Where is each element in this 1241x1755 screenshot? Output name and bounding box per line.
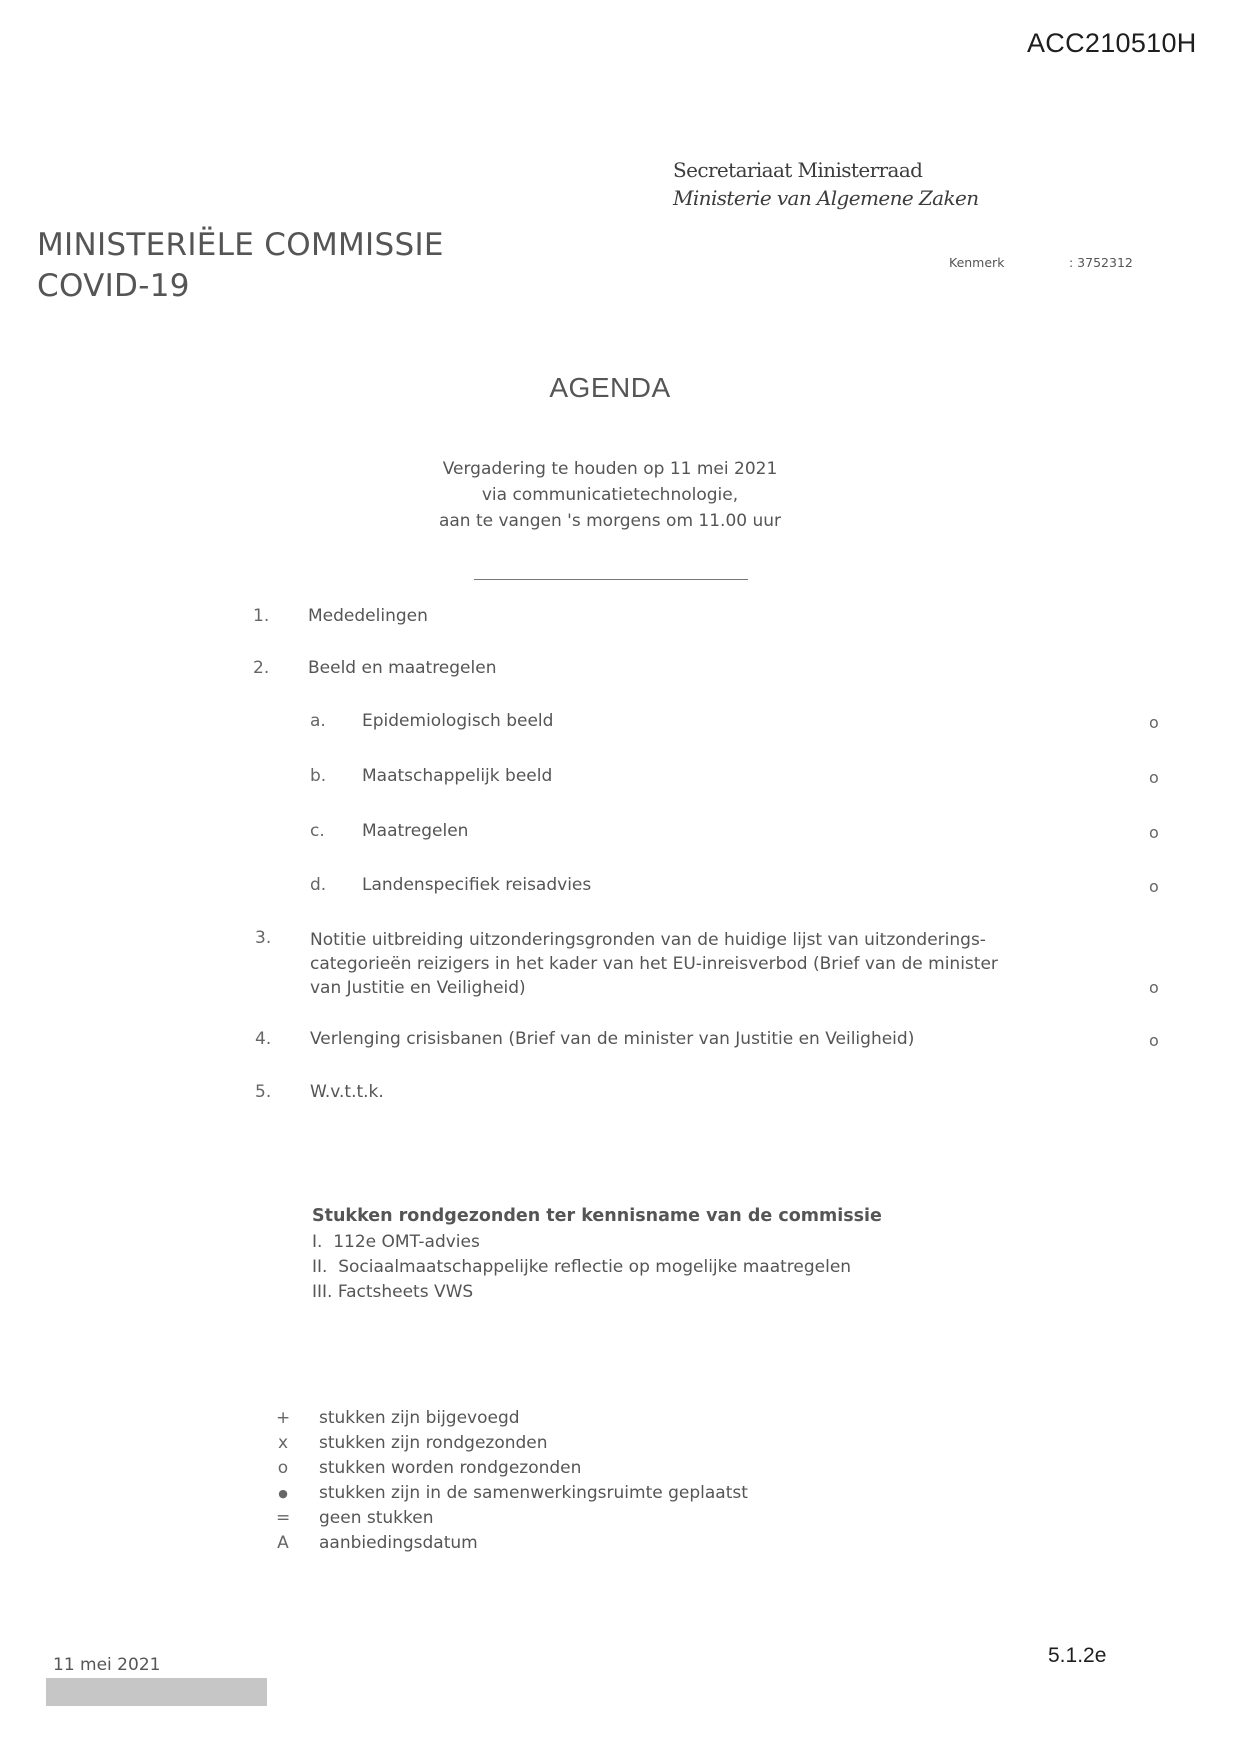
legend-text: stukken zijn in de samenwerkingsruimte geplaatst — [319, 1483, 748, 1503]
legend-text: stukken worden rondgezonden — [319, 1458, 582, 1478]
meeting-medium: via communicatietechnologie, — [481, 485, 739, 505]
document-status-marker: o — [1149, 1031, 1159, 1050]
agenda-item-text: Verlenging crisisbanen (Brief van de minister van Justitie en Veiligheid) — [310, 1029, 915, 1049]
sender-ministry: Ministerie van Algemene Zaken — [673, 186, 979, 210]
document-status-marker: o — [1149, 877, 1159, 896]
agenda-subitem-letter: b. — [310, 766, 327, 786]
agenda-item-number: 5. — [255, 1082, 272, 1102]
circulated-heading: Stukken rondgezonden ter kennisname van de commissie — [312, 1206, 882, 1226]
agenda-item-text-line: van Justitie en Veiligheid) — [310, 978, 526, 998]
cross-icon: x — [277, 1433, 289, 1453]
committee-title-line1: MINISTERIËLE COMMISSIE — [37, 227, 444, 263]
committee-title — [37, 225, 444, 307]
reference-label: Kenmerk — [949, 255, 1005, 270]
exemption-code: 5.1.2e — [1048, 1644, 1107, 1667]
bullet-icon: ● — [278, 1487, 288, 1500]
legend-text: stukken zijn bijgevoegd — [319, 1408, 520, 1428]
legend-text: stukken zijn rondgezonden — [319, 1433, 548, 1453]
agenda-subitem-letter: a. — [310, 711, 326, 731]
agenda-item-text-line: Notitie uitbreiding uitzonderingsgronden van de huidige lijst van uitzonderings- — [310, 930, 986, 950]
equals-icon: = — [276, 1508, 291, 1528]
agenda-item-number: 3. — [255, 928, 272, 948]
meeting-details — [0, 456, 1220, 534]
sender-block — [673, 156, 979, 212]
divider — [474, 579, 748, 580]
agenda-item-text: Beeld en maatregelen — [308, 658, 497, 678]
agenda-item-text-line: categorieën reizigers in het kader van het EU-inreisverbod (Brief van de minister — [310, 954, 998, 974]
agenda-subitem-text: Maatschappelijk beeld — [362, 766, 553, 786]
plus-icon: + — [276, 1408, 291, 1428]
committee-title-line2: COVID-19 — [37, 268, 190, 304]
agenda-item-number: 1. — [253, 606, 270, 626]
sender-secretariat: Secretariaat Ministerraad — [673, 158, 923, 182]
circulated-item: II. Sociaalmaatschappelijke reflectie op mogelijke maatregelen — [312, 1257, 852, 1277]
document-status-marker: o — [1149, 713, 1159, 732]
legend-text: geen stukken — [319, 1508, 434, 1528]
agenda-item-number: 2. — [253, 658, 270, 678]
document-code: ACC210510H — [1027, 28, 1197, 58]
agenda-item-text: W.v.t.t.k. — [310, 1082, 384, 1102]
circle-icon: o — [277, 1458, 289, 1478]
agenda-item-number: 4. — [255, 1029, 272, 1049]
document-status-marker: o — [1149, 823, 1159, 842]
page-title: AGENDA — [549, 372, 671, 403]
redaction-block — [46, 1678, 267, 1706]
reference-value: : 3752312 — [1069, 255, 1133, 270]
legend-text: aanbiedingsdatum — [319, 1533, 478, 1553]
agenda-subitem-text: Landenspecifiek reisadvies — [362, 875, 592, 895]
agenda-subitem-letter: d. — [310, 875, 327, 895]
agenda-subitem-text: Epidemiologisch beeld — [362, 711, 554, 731]
agenda-item-text — [310, 928, 998, 1000]
circulated-item: III. Factsheets VWS — [312, 1282, 474, 1302]
agenda-item-text: Mededelingen — [308, 606, 428, 626]
letter-a-icon: A — [277, 1533, 289, 1553]
circulated-item: I. 112e OMT-advies — [312, 1232, 480, 1252]
meeting-date: Vergadering te houden op 11 mei 2021 — [442, 459, 778, 479]
meeting-time: aan te vangen 's morgens om 11.00 uur — [438, 511, 782, 531]
document-status-marker: o — [1149, 978, 1159, 997]
document-status-marker: o — [1149, 768, 1159, 787]
agenda-subitem-letter: c. — [310, 821, 325, 841]
agenda-subitem-text: Maatregelen — [362, 821, 469, 841]
footer-date: 11 mei 2021 — [53, 1655, 161, 1675]
